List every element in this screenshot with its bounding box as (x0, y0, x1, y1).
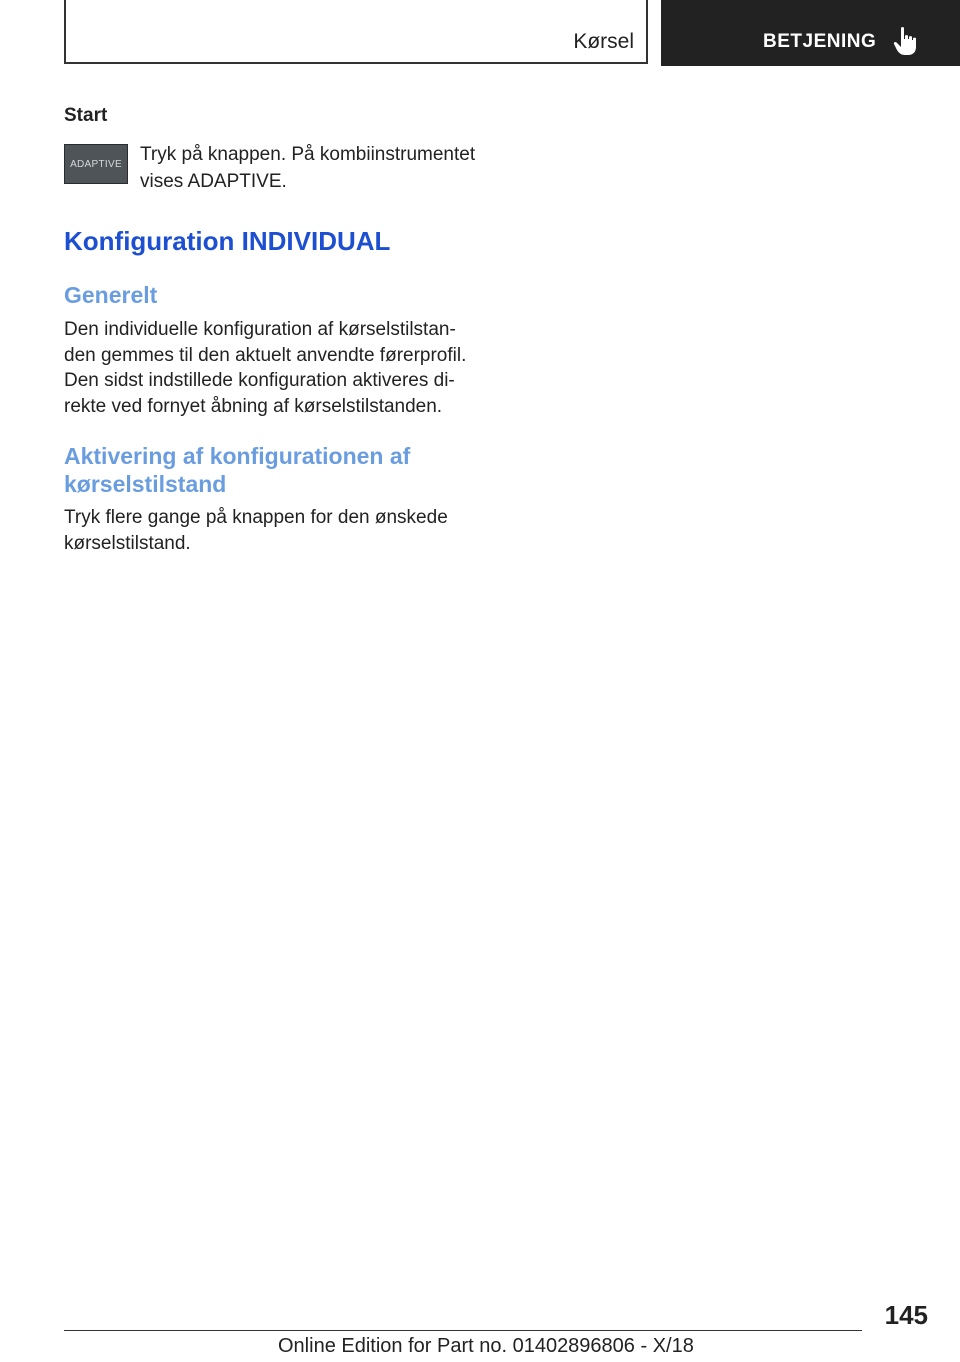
paragraph-generelt (64, 317, 484, 419)
pointing-hand-icon (893, 26, 919, 56)
subheading-line: Aktivering af konfigurationen af (64, 443, 411, 469)
paragraph-aktivering (64, 505, 484, 556)
adaptive-button-label: ADAPTIVE (70, 158, 122, 170)
subheading-aktivering (64, 442, 484, 498)
paragraph-line: Den sidst indstillede konfiguration aktiveres di- (64, 370, 455, 391)
footer-edition-text: Online Edition for Part no. 01402896806 - X/18 (278, 1335, 694, 1357)
paragraph-line: Den individuelle konfiguration af kørselstilstan- (64, 319, 456, 340)
header-chapter-box (661, 0, 960, 66)
paragraph-line: kørselstilstand. (64, 532, 191, 554)
paragraph-line: rekte ved fornyet åbning af kørselstilstanden. (64, 395, 443, 417)
paragraph-line: den gemmes til den aktuelt anvendte førerprofil. (64, 344, 467, 366)
paragraph-line: Tryk flere gange på knappen for den ønskede (64, 507, 448, 528)
adaptive-button-image (64, 144, 128, 184)
start-instruction (140, 141, 490, 195)
footer-divider (64, 1330, 862, 1331)
chapter-title: BETJENING (763, 31, 877, 52)
start-heading: Start (64, 105, 108, 126)
start-text-line: Tryk på knappen. På kombiinstrumentet (140, 144, 476, 165)
page-number: 145 (884, 1300, 928, 1330)
subheading-generelt: Generelt (64, 282, 158, 308)
subheading-line: kørselstilstand (64, 471, 227, 497)
header-section-box (64, 0, 648, 64)
start-text-line: vises ADAPTIVE. (140, 171, 287, 192)
section-title: Kørsel (573, 30, 634, 53)
section-heading-individual: Konfiguration INDIVIDUAL (64, 226, 391, 256)
